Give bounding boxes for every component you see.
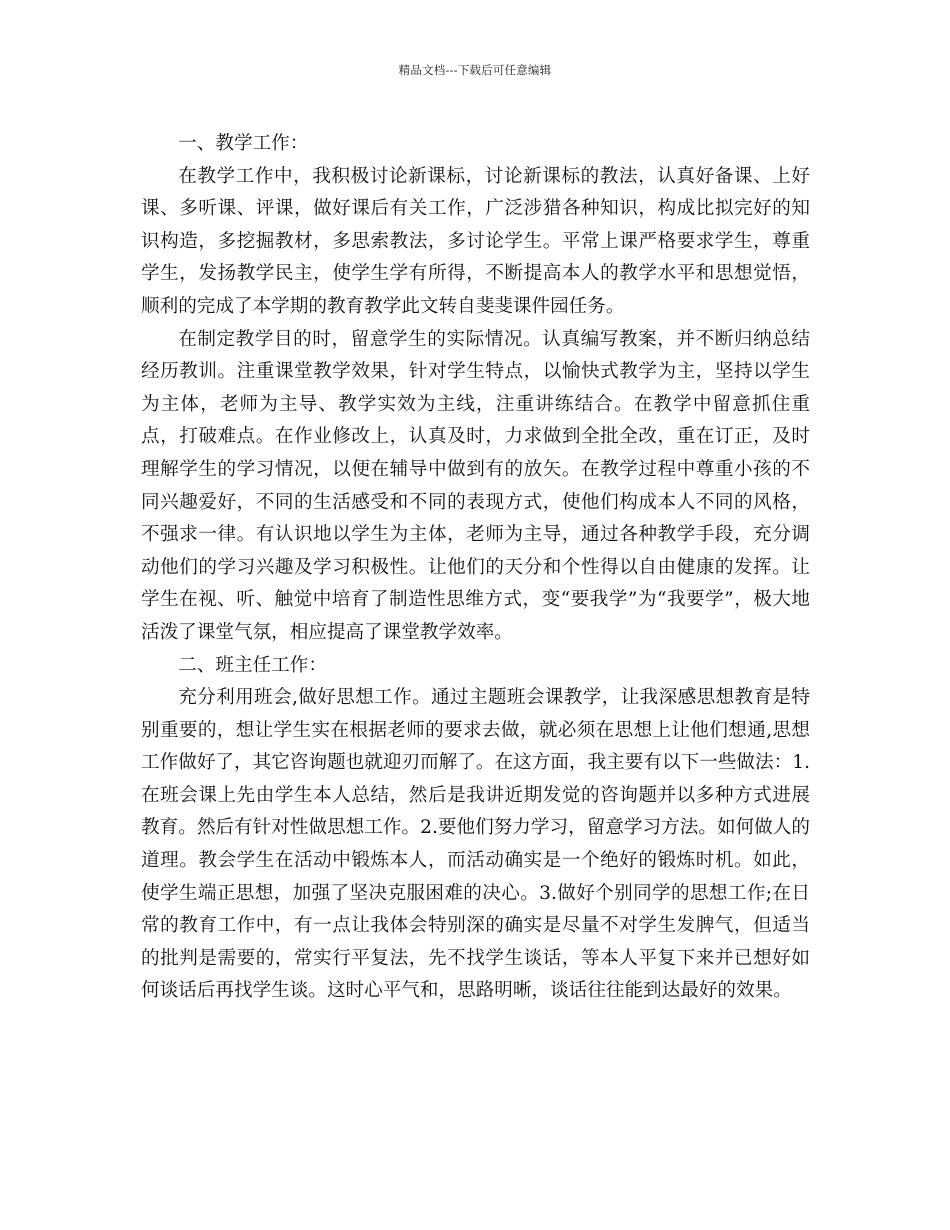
section-heading-teaching: 一、教学工作： (178, 133, 309, 154)
paragraph: 充分利用班会,做好思想工作。通过主题班会课教学，让我深感思想教育是特别重要的，想让学生实在根据老师的要求去做，就必须在思想上让他们想通,思想工作做好了，其它咨询题也就迎刃而解了。在这方面，我主要有以下一些做法：1.在班会课上先由学生本人总结，然后是我讲近期发觉的咨询题并以多种方式进展教育。然后有针对性做思想工作。2.要他们努力学习，留意学习方法。如何做人的道理。教会学生在活动中锻炼本人，而活动确实是一个绝好的锻炼时机。如此，使学生端正思想，加强了坚决克服困难的决心。3.做好个别同学的思想工作;在日常的教育工作中，有一点让我体会特别深的确实是尽量不对学生发脾气，但适当的批判是需要的，常实行平复法，先不找学生谈话，等本人平复下来并已想好如何谈话后再找学生谈。这时心平气和，思路明晰，谈话往往能到达最好的效果。 (141, 687, 810, 1002)
document-body (141, 128, 810, 1008)
paragraph: 在教学工作中，我积极讨论新课标，讨论新课标的教法，认真好备课、上好课、多听课、评课，做好课后有关工作，广泛涉猎各种知识，构成比拟完好的知识构造，多挖掘教材，多思索教法，多讨论学生。平常上课严格要求学生，尊重学生，发扬教学民主，使学生学有所得，不断提高本人的教学水平和思想觉悟，顺利的完成了本学期的教育教学此文转自斐斐课件园任务。 (141, 165, 810, 317)
paragraph: 在制定教学目的时，留意学生的实际情况。认真编写教案，并不断归纳总结经历教训。注重课堂教学效果，针对学生特点，以愉快式教学为主，坚持以学生为主体，老师为主导、教学实效为主线，注重讲练结合。在教学中留意抓住重点，打破难点。在作业修改上，认真及时，力求做到全批全改，重在订正，及时理解学生的学习情况，以便在辅导中做到有的放矢。在教学过程中尊重小孩的不同兴趣爱好，不同的生活感受和不同的表现方式，使他们构成本人不同的风格，不强求一律。有认识地以学生为主体，老师为主导，通过各种教学手段，充分调动他们的学习兴趣及学习积极性。让他们的天分和个性得以自由健康的发挥。让学生在视、听、触觉中培育了制造性思维方式，变“要我学”为“我要学”，极大地活泼了课堂气氛，相应提高了课堂教学效率。 (141, 328, 810, 643)
section-heading-class-teacher: 二、班主任工作： (178, 654, 327, 676)
page-header: 精品文档---下载后可任意编辑 (398, 63, 552, 77)
